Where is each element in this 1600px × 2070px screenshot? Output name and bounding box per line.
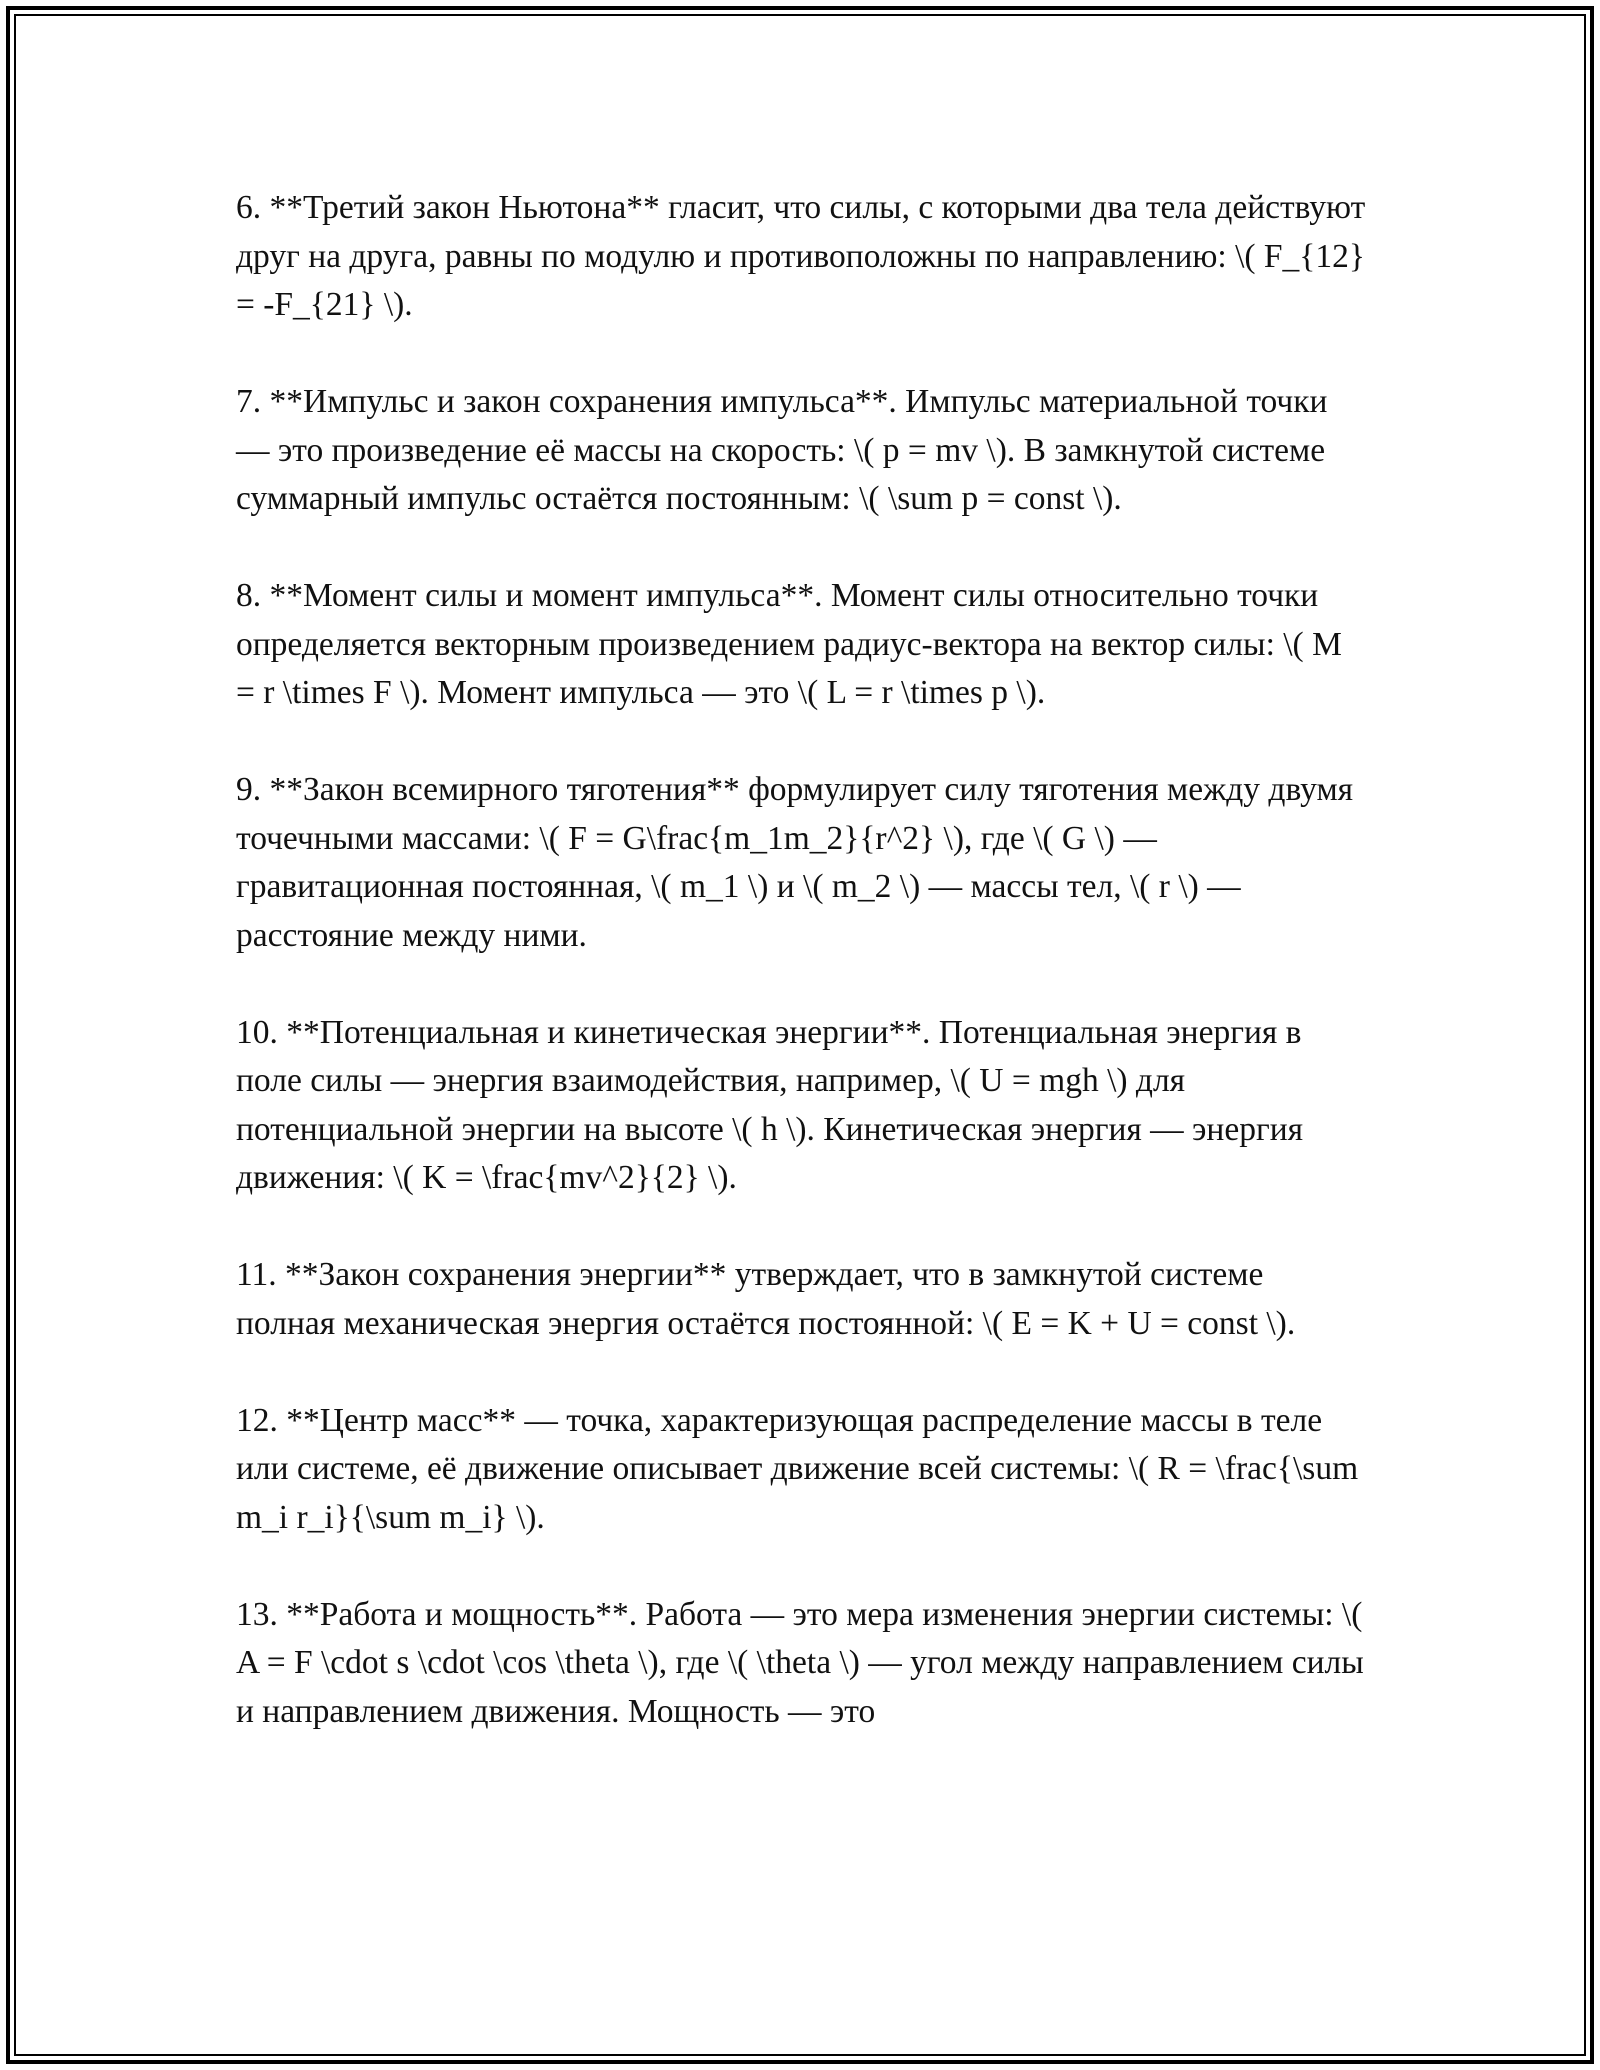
paragraph-12: 12. **Центр масс** — точка, характеризующая распределение массы в теле или системе, её движение описывает движение всей системы: \( R = \frac{\sum m_i r_i}{\sum m_i} \). [236,1401,1359,1536]
paragraph-8: 8. **Момент силы и момент импульса**. Момент силы относительно точки определяется векторным произведением радиус-вектора на вектор силы: \( M = r \times F \). Момент импульса — это \( L = r \times p \). [236,577,1342,711]
paragraph-10: 10. **Потенциальная и кинетическая энергии**. Потенциальная энергия в поле силы — энергия взаимодействия, например, \( U = mgh \) для потенциальной энергии на высоте \( h \). Кинетическая энергия — энергия движения: \( K = \frac{mv^2}{2} \). [236,1013,1304,1196]
paragraph-6: 6. **Третий закон Ньютона** гласит, что силы, с которыми два тела действуют друг на друга, равны по модулю и противоположны по направлению: \( F_{12} = -F_{21} \). [236,189,1366,323]
document-body [236,184,1366,1785]
paragraph-13: 13. **Работа и мощность**. Работа — это мера изменения энергии системы: \( A = F \cdot s \cdot \cos \theta \), где \( \theta \) — угол между направлением силы и направлением движения. Мощность — это [236,1595,1364,1730]
paragraph-7: 7. **Импульс и закон сохранения импульса**. Импульс материальной точки — это произведение её массы на скорость: \( p = mv \). В замкнутой системе суммарный импульс остаётся постоянным: \( \sum p = const \). [236,383,1328,517]
paragraph-11: 11. **Закон сохранения энергии** утверждает, что в замкнутой системе полная механическая энергия остаётся постоянной: \( E = K + U = const \). [236,1256,1296,1342]
paragraph-9: 9. **Закон всемирного тяготения** формулирует силу тяготения между двумя точечными массами: \( F = G\frac{m_1m_2}{r^2} \), где \( G \) — гравитационная постоянная, \( m_1 \) и \( m_2 \) — массы тел, \( r \) — расстояние между ними. [236,771,1354,954]
